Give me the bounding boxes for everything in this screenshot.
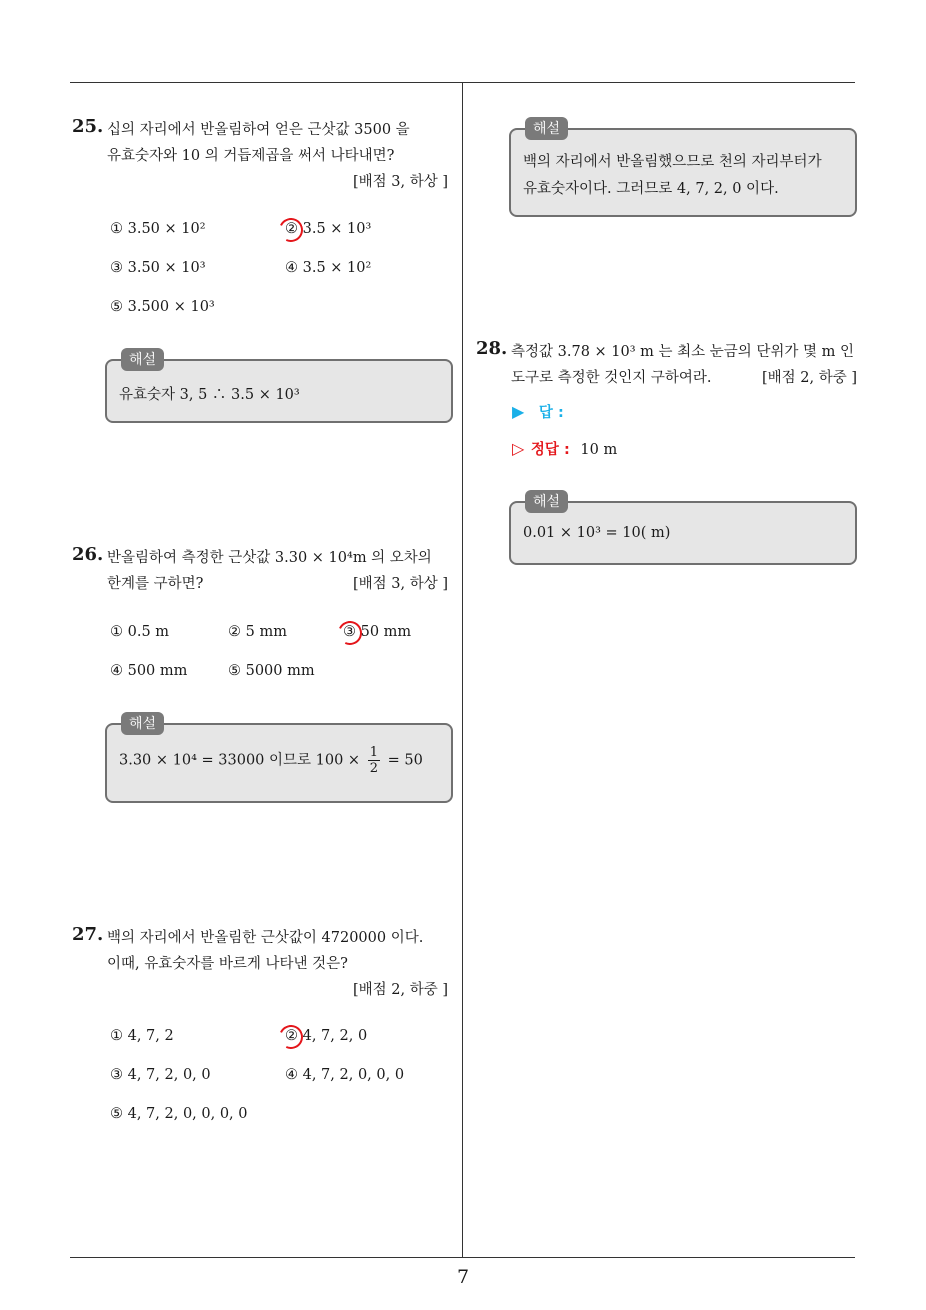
- fraction-numerator: 1: [369, 745, 378, 760]
- correct-answer-label: 정답 :: [530, 442, 570, 458]
- score-meta: [배점 3, 하상 ]: [352, 576, 448, 592]
- option-3[interactable]: ③ 50 mm: [343, 624, 412, 640]
- question-number: 26.: [72, 544, 104, 565]
- option-1[interactable]: ① 0.5 m: [110, 624, 170, 640]
- hollow-play-icon: ▷: [512, 439, 525, 458]
- question-text-line1: 측정값 3.78 × 10³ m 는 최소 눈금의 단위가 몇 m 인: [511, 344, 854, 360]
- score-meta: [배점 2, 하중 ]: [352, 982, 448, 998]
- explanation-box-28: [509, 494, 857, 565]
- option-2[interactable]: ② 3.5 × 10³: [285, 221, 372, 237]
- option-4[interactable]: ④ 4, 7, 2, 0, 0, 0: [285, 1067, 405, 1083]
- play-icon: ▶: [512, 402, 525, 421]
- explanation-text-line1: 백의 자리에서 반올림했으므로 천의 자리부터가: [523, 154, 822, 170]
- explanation-text: 유효숫자 3, 5 ∴ 3.5 × 10³: [119, 387, 300, 403]
- option-3[interactable]: ③ 3.50 × 10³: [110, 260, 206, 276]
- question-text-line2: 유효숫자와 10 의 거듭제곱을 써서 나타내면?: [107, 148, 395, 164]
- question-text-line1: 반올림하여 측정한 근삿값 3.30 × 10⁴m 의 오차의: [107, 550, 432, 566]
- question-text-line2: 한계를 구하면?: [107, 576, 204, 592]
- question-text-line1: 십의 자리에서 반올림하여 얻은 근삿값 3500 을: [107, 122, 410, 138]
- option-4[interactable]: ④ 3.5 × 10²: [285, 260, 372, 276]
- explanation-label: 해설: [121, 348, 164, 371]
- option-5[interactable]: ⑤ 4, 7, 2, 0, 0, 0, 0: [110, 1106, 248, 1122]
- question-25: [72, 118, 448, 318]
- fraction: [368, 745, 380, 776]
- explanation-box-25: [105, 352, 453, 423]
- correct-answer-value: 10 m: [580, 442, 618, 458]
- column-divider: [462, 82, 463, 1257]
- option-3[interactable]: ③ 4, 7, 2, 0, 0: [110, 1067, 211, 1083]
- explanation-label: 해설: [121, 712, 164, 735]
- score-meta: [배점 3, 하상 ]: [352, 174, 448, 190]
- explanation-box-26: [105, 716, 453, 803]
- explanation-text: 0.01 × 10³ = 10( m): [523, 525, 671, 541]
- fraction-denominator: 2: [369, 761, 378, 776]
- option-1[interactable]: ① 4, 7, 2: [110, 1028, 174, 1044]
- explanation-label: 해설: [525, 117, 568, 140]
- question-28: [476, 340, 857, 400]
- answer-label: 답 :: [538, 405, 564, 421]
- explanation-post: = 50: [387, 752, 423, 769]
- question-number: 25.: [72, 116, 104, 137]
- explanation-box-27: [509, 121, 857, 217]
- score-meta: [배점 2, 하중 ]: [761, 370, 857, 386]
- bottom-rule: [70, 1257, 855, 1258]
- option-2[interactable]: ② 4, 7, 2, 0: [285, 1028, 368, 1044]
- question-27: [72, 926, 448, 1006]
- option-1[interactable]: ① 3.50 × 10²: [110, 221, 206, 237]
- explanation-text: [119, 745, 423, 776]
- question-text-line1: 백의 자리에서 반올림한 근삿값이 4720000 이다.: [107, 930, 424, 946]
- option-2[interactable]: ② 5 mm: [228, 624, 287, 640]
- option-4[interactable]: ④ 500 mm: [110, 663, 188, 679]
- explanation-label: 해설: [525, 490, 568, 513]
- answer-row: [512, 401, 564, 422]
- correct-answer-row: [512, 438, 617, 459]
- option-5[interactable]: ⑤ 3.500 × 10³: [110, 299, 215, 315]
- question-number: 28.: [476, 338, 508, 359]
- page-number: 7: [456, 1266, 470, 1288]
- question-number: 27.: [72, 924, 104, 945]
- question-text-line2: 도구로 측정한 것인지 구하여라.: [511, 370, 712, 386]
- question-text-line2: 이때, 유효숫자를 바르게 나타낸 것은?: [107, 956, 348, 972]
- explanation-pre: 3.30 × 10⁴ = 33000 이므로 100 ×: [119, 752, 361, 769]
- explanation-text-line2: 유효숫자이다. 그러므로 4, 7, 2, 0 이다.: [523, 181, 779, 197]
- option-5[interactable]: ⑤ 5000 mm: [228, 663, 315, 679]
- question-26: [72, 546, 448, 606]
